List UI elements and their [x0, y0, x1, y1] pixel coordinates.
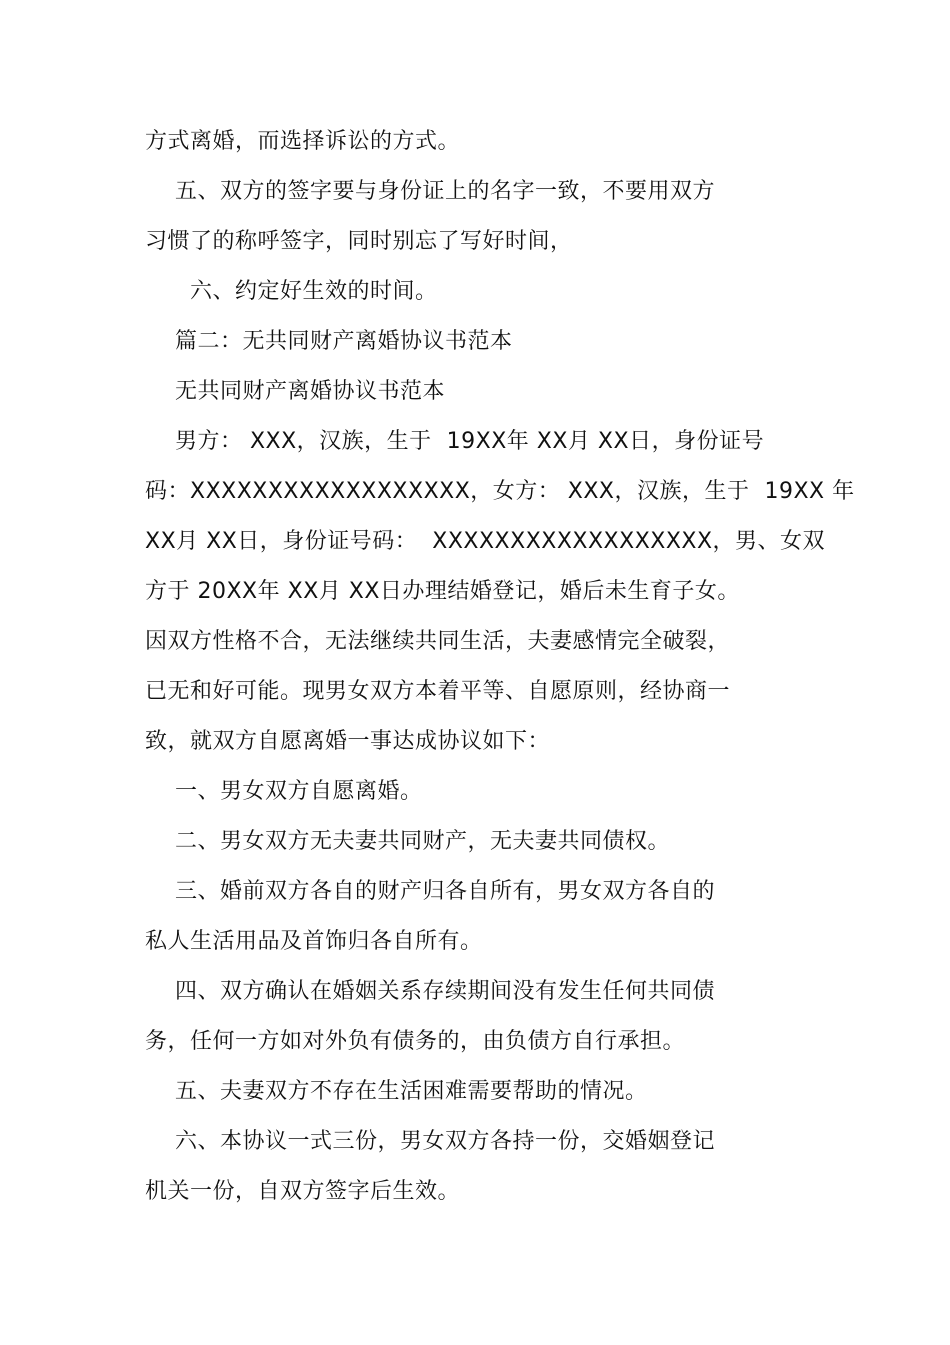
text-line: 因双方性格不合，无法继续共同生活，夫妻感情完全破裂，: [145, 629, 731, 654]
text-line: 五、双方的签字要与身份证上的名字一致，不要用双方: [145, 179, 715, 204]
text-line: 码：XXXXXXXXXXXXXXXXXX，女方： XXX，汉族，生于 19XX 年: [145, 479, 855, 504]
clause-line: 六、本协议一式三份，男女双方各持一份，交婚姻登记: [145, 1129, 715, 1154]
text-line: 已无和好可能。现男女双方本着平等、自愿原则，经协商一: [145, 679, 731, 704]
clause-line: 四、双方确认在婚姻关系存续期间没有发生任何共同债: [145, 979, 715, 1004]
text-line: 方于 20XX年 XX月 XX日办理结婚登记，婚后未生育子女。: [145, 579, 740, 604]
clause-line: 一、男女双方自愿离婚。: [145, 779, 423, 804]
section-heading: 篇二：无共同财产离婚协议书范本: [145, 329, 513, 354]
text-line: XX月 XX日，身份证号码： XXXXXXXXXXXXXXXXXX，男、女双: [145, 529, 826, 554]
clause-line: 二、男女双方无夫妻共同财产，无夫妻共同债权。: [145, 829, 670, 854]
document-title: 无共同财产离婚协议书范本: [145, 379, 445, 404]
clause-line: 三、婚前双方各自的财产归各自所有，男女双方各自的: [145, 879, 715, 904]
text-line: 男方： XXX，汉族，生于 19XX年 XX月 XX日，身份证号: [145, 429, 765, 454]
text-line: 务，任何一方如对外负有债务的，由负债方自行承担。: [145, 1029, 686, 1054]
text-line: 私人生活用品及首饰归各自所有。: [145, 929, 483, 954]
text-line: 方式离婚，而选择诉讼的方式。: [145, 129, 461, 154]
clause-line: 五、夫妻双方不存在生活困难需要帮助的情况。: [145, 1079, 648, 1104]
text-line: 机关一份，自双方签字后生效。: [145, 1179, 461, 1204]
text-line: 致，就双方自愿离婚一事达成协议如下：: [145, 729, 551, 754]
text-line: 习惯了的称呼签字，同时别忘了写好时间，: [145, 229, 573, 254]
text-line: 六、约定好生效的时间。: [145, 279, 438, 304]
